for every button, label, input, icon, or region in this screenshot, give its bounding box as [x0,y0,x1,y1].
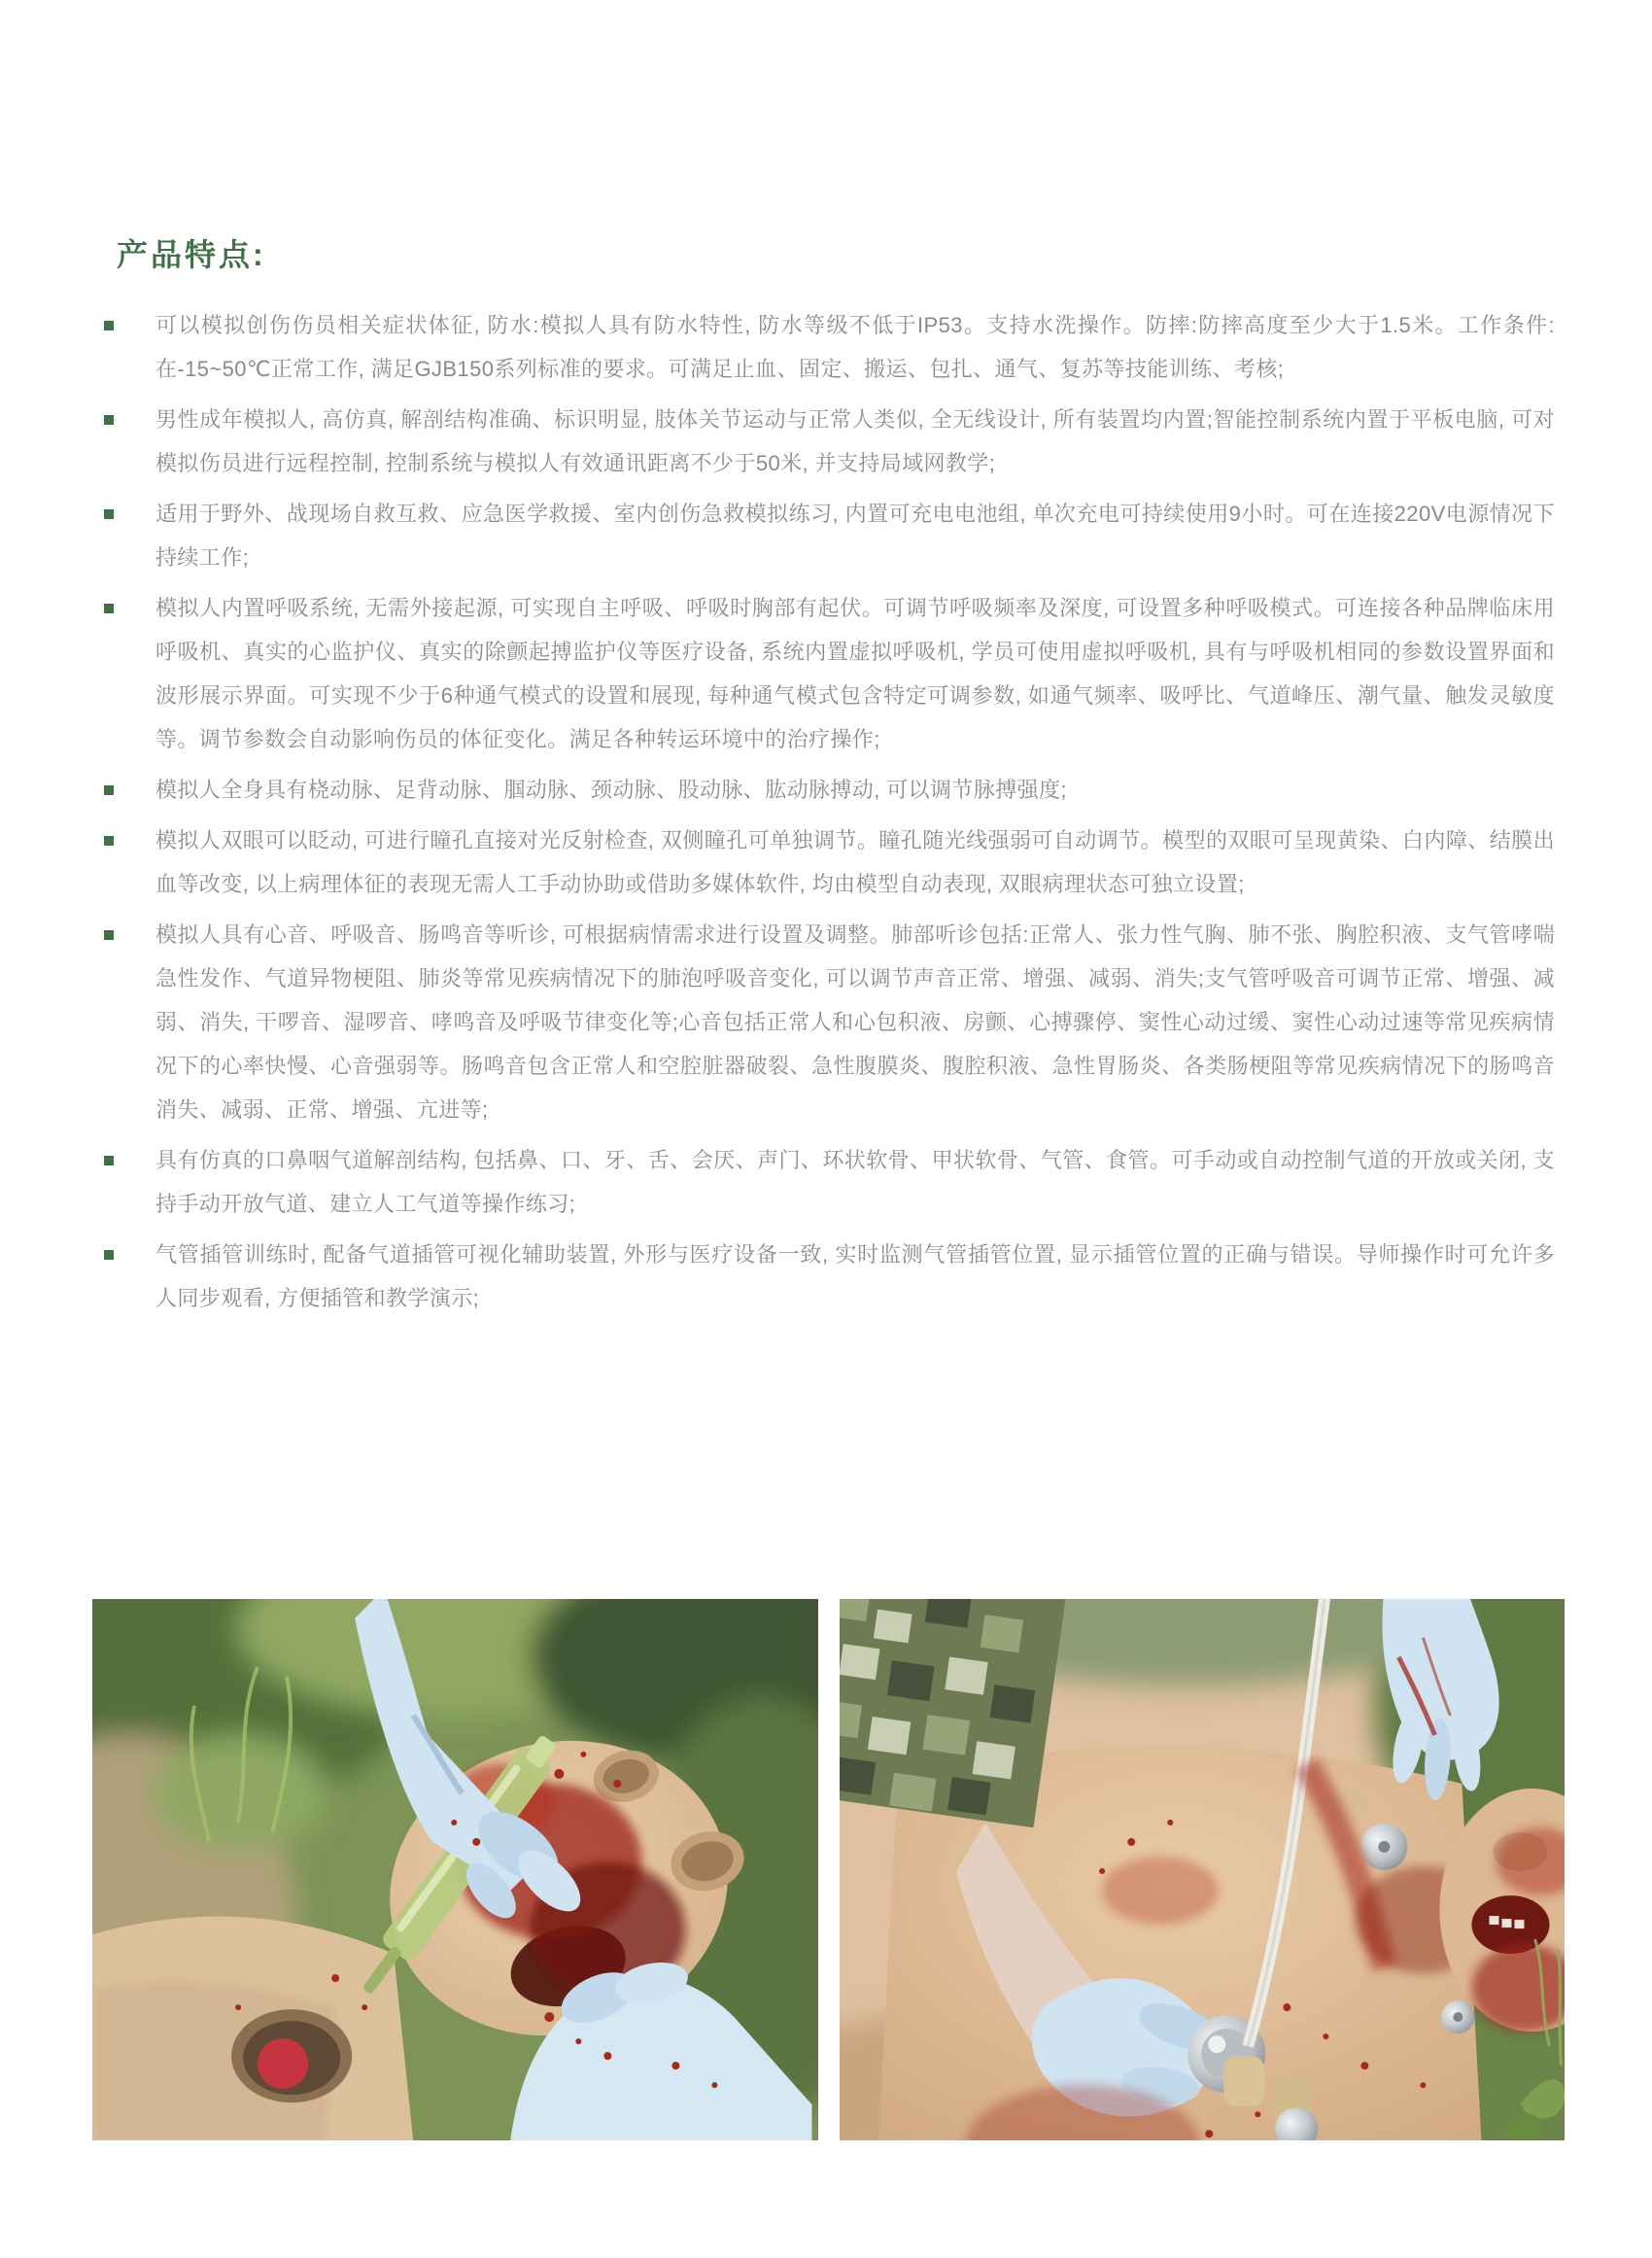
feature-item [97,1138,1555,1226]
feature-text: 可以模拟创伤伤员相关症状体征, 防水:模拟人具有防水特性, 防水等级不低于IP53。支持水洗操作。防摔:防摔高度至少大于1.5米。工作条件:在-15~50℃正常工作, 满足GJB150系列标准的要求。可满足止血、固定、搬运、包扎、通气、复苏等技能训练、考核; [155,313,1555,382]
auscultation-photo-illustration [840,1599,1566,2140]
chest-auscultation-training-photo [840,1599,1566,2140]
feature-item [97,586,1555,761]
feature-text: 模拟人具有心音、呼吸音、肠鸣音等听诊, 可根据病情需求进行设置及调整。肺部听诊包括:正常人、张力性气胸、肺不张、胸腔积液、支气管哮喘急性发作、气道异物梗阻、肺炎等常见疾病情况下的肺泡呼吸音变化, 可以调节声音正常、增强、减弱、消失;支气管呼吸音可调节正常、增强、减弱、消失, 干啰音、湿啰音、哮鸣音及呼吸节律变化等;心音包括正常人和心包积液、房颤、心搏骤停、窦性心动过缓、窦性心动过速等常见疾病情况下的心率快慢、心音强弱等。肠鸣音包含正常人和空腔脏器破裂、急性腹膜炎、腹腔积液、急性胃肠炎、各类肠梗阻等常见疾病情况下的肠鸣音消失、减弱、正常、增强、亢进等; [155,922,1555,1123]
airway-management-training-photo [92,1599,818,2140]
feature-text: 气管插管训练时, 配备气道插管可视化辅助装置, 外形与医疗设备一致, 实时监测气管插管位置, 显示插管位置的正确与错误。导师操作时可允许多人同步观看, 方便插管和教学演示; [155,1242,1555,1311]
feature-text: 男性成年模拟人, 高仿真, 解剖结构准确、标识明显, 肢体关节运动与正常人类似, 全无线设计, 所有装置均内置;智能控制系统内置于平板电脑, 可对模拟伤员进行远程控制, 控制系统与模拟人有效通讯距离不少于50米, 并支持局域网教学; [155,407,1555,476]
feature-text: 模拟人全身具有桡动脉、足背动脉、腘动脉、颈动脉、股动脉、肱动脉搏动, 可以调节脉搏强度; [155,778,1067,803]
bullet-square-icon [104,836,114,846]
feature-text: 适用于野外、战现场自救互救、应急医学救援、室内创伤急救模拟练习, 内置可充电电池组, 单次充电可持续使用9小时。可在连接220V电源情况下持续工作; [155,502,1555,571]
feature-item [97,913,1555,1131]
bullet-square-icon [104,1156,114,1165]
feature-item [97,768,1555,812]
features-section [97,238,1555,1327]
bullet-square-icon [104,930,114,940]
bullet-square-icon [104,785,114,795]
feature-text: 具有仿真的口鼻咽气道解剖结构, 包括鼻、口、牙、舌、会厌、声门、环状软骨、甲状软骨、气管、食管。可手动或自动控制气道的开放或关闭, 支持手动开放气道、建立人工气道等操作练习; [155,1148,1555,1217]
photo-row [92,1599,1565,2140]
airway-photo-illustration [92,1599,818,2140]
feature-text: 模拟人内置呼吸系统, 无需外接起源, 可实现自主呼吸、呼吸时胸部有起伏。可调节呼吸频率及深度, 可设置多种呼吸模式。可连接各种品牌临床用呼吸机、真实的心监护仪、真实的除颤起搏监护仪等医疗设备, 系统内置虚拟呼吸机, 学员可使用虚拟呼吸机, 具有与呼吸机相同的参数设置界面和波形展示界面。可实现不少于6种通气模式的设置和展现, 每种通气模式包含特定可调参数, 如通气频率、吸呼比、气道峰压、潮气量、触发灵敏度等。调节参数会自动影响伤员的体征变化。满足各种转运环境中的治疗操作; [155,596,1555,752]
section-title: 产品特点: [117,237,266,272]
feature-text: 模拟人双眼可以眨动, 可进行瞳孔直接对光反射检查, 双侧瞳孔可单独调节。瞳孔随光线强弱可自动调节。模型的双眼可呈现黄染、白内障、结膜出血等改变, 以上病理体征的表现无需人工手动协助或借助多媒体软件, 均由模型自动表现, 双眼病理状态可独立设置; [155,828,1555,897]
bullet-square-icon [104,604,114,613]
feature-item [97,492,1555,579]
bullet-square-icon [104,415,114,425]
feature-list [97,303,1555,1320]
bullet-square-icon [104,321,114,330]
feature-item [97,818,1555,906]
feature-item [97,398,1555,485]
bullet-square-icon [104,1250,114,1260]
feature-item [97,1233,1555,1320]
feature-item [97,303,1555,391]
bullet-square-icon [104,509,114,519]
